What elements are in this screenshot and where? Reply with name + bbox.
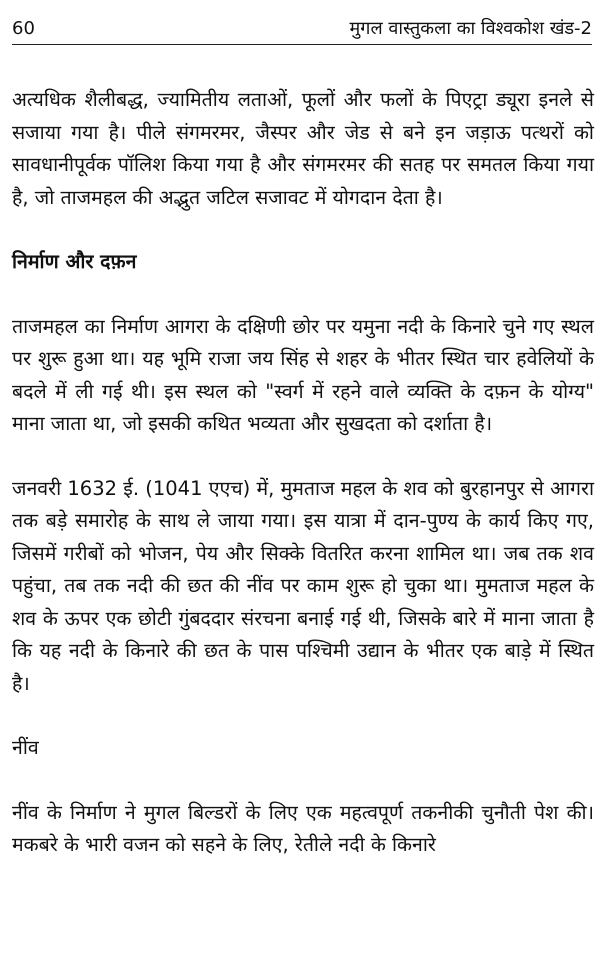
section-heading-foundation: नींव <box>12 736 39 759</box>
page-number: 60 <box>12 18 35 39</box>
running-title: मुगल वास्तुकला का विश्वकोश खंड-2 <box>349 18 592 39</box>
section-heading-construction: निर्माण और दफ़न <box>12 250 137 273</box>
page-body <box>12 84 594 894</box>
paragraph-foundation: नींव के निर्माण ने मुगल बिल्डरों के लिए एक महत्वपूर्ण तकनीकी चुनौती पेश की। मकबरे के भारी वजन को सहने के लिए, रेतीले नदी के किनारे <box>12 800 594 856</box>
paragraph-site: ताजमहल का निर्माण आगरा के दक्षिणी छोर पर यमुना नदी के किनारे चुने गए स्थल पर शुरू हुआ था। यह भूमि राजा जय सिंह से शहर के भीतर स्थित चार हवेलियों के बदले में ली गई थी। इस स्थल को "स्वर्ग में रहने वाले व्यक्ति के दफ़न के योग्य" माना जाता था, जो इसकी कथित भव्यता और सुखदता को दर्शाता है। <box>12 314 594 435</box>
paragraph-inlay: अत्यधिक शैलीबद्ध, ज्यामितीय लताओं, फूलों और फलों के पिएट्रा ड्यूरा इनले से सजाया गया है। पीले संगमरमर, जैस्पर और जेड से बने इन जड़ाऊ पत्थरों को सावधानीपूर्वक पॉलिश किया गया है और संगमरमर की सतह पर समतल किया गया है, जो ताजमहल की अद्भुत जटिल सजावट में योगदान देता है। <box>12 88 594 209</box>
paragraph-burial: जनवरी 1632 ई. (1041 एएच) में, मुमताज महल के शव को बुरहानपुर से आगरा तक बड़े समारोह के साथ ले जाया गया। इस यात्रा में दान-पुण्य के कार्य किए गए, जिसमें गरीबों को भोजन, पेय और सिक्के वितरित करना शामिल था। जब तक शव पहुंचा, तब तक नदी की छत की नींव पर काम शुरू हो चुका था। मुमताज महल के शव के ऊपर एक छोटी गुंबददार संरचना बनाई गई थी, जिसके बारे में माना जाता है कि यह नदी के किनारे की छत के पास पश्चिमी उद्यान के भीतर एक बाड़े में स्थित है। <box>12 476 594 695</box>
page-header <box>12 14 592 45</box>
